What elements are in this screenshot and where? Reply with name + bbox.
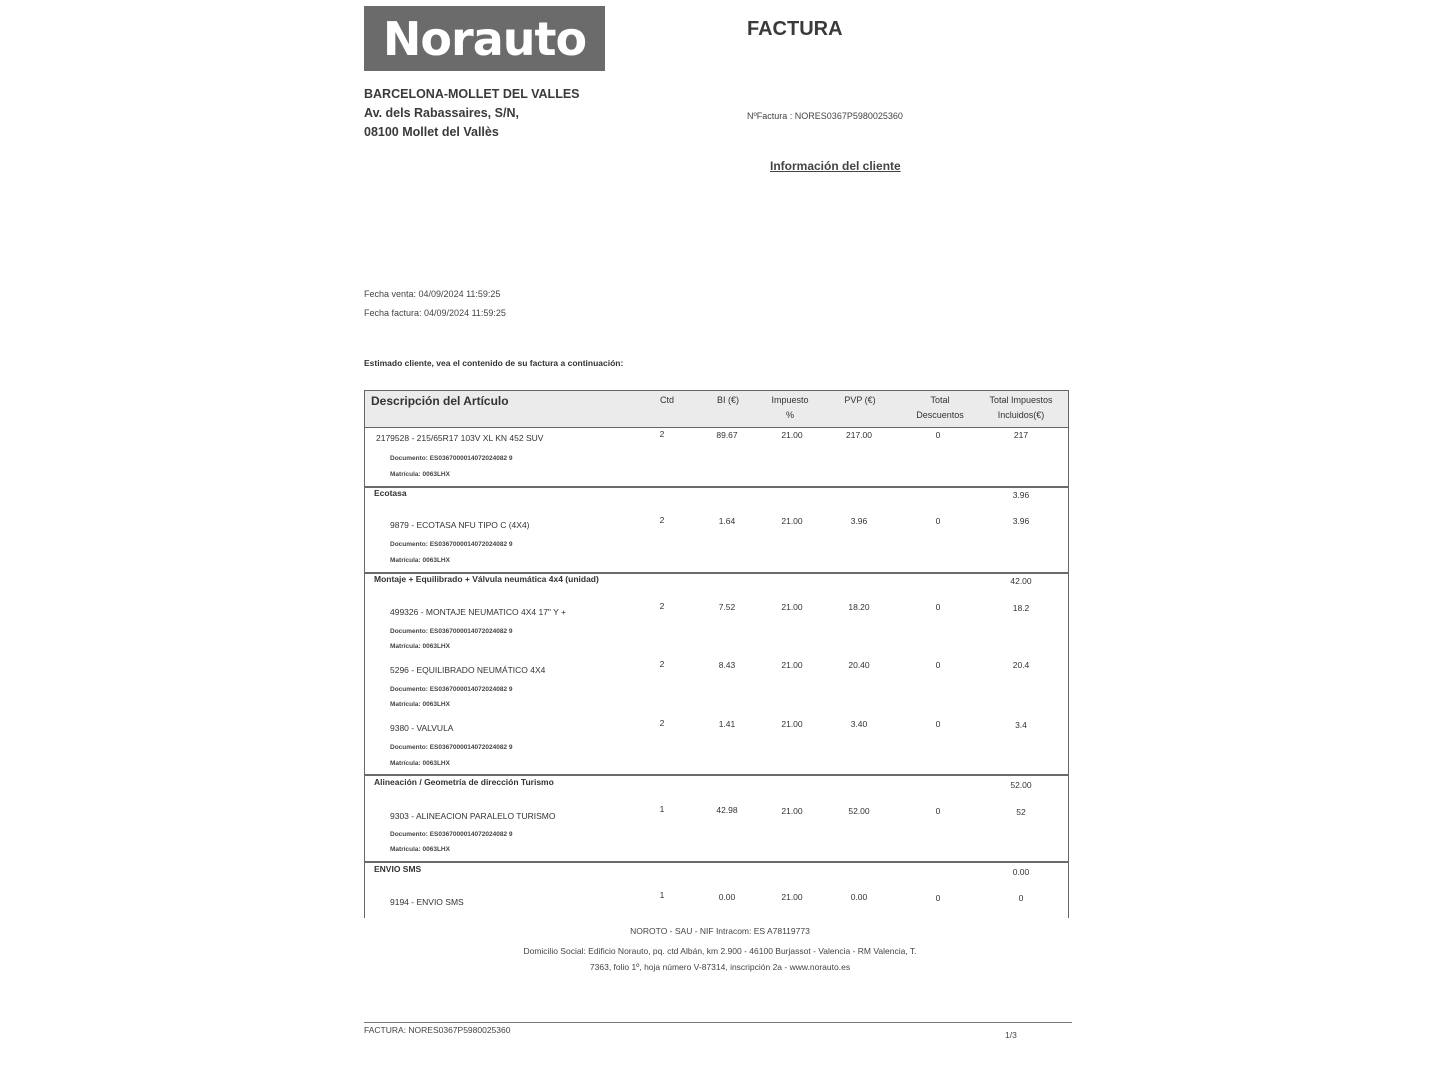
line-description: 2179528 - 215/65R17 103V XL KN 452 SUV xyxy=(376,433,544,443)
line-document: Documento: ES0367000014072024082 9 xyxy=(390,831,513,838)
group-total: 3.96 xyxy=(1012,490,1030,500)
store-address-line1: Av. dels Rabassaires, S/N, xyxy=(364,106,519,120)
row-separator xyxy=(365,774,1068,776)
sale-date: Fecha venta: 04/09/2024 11:59:25 xyxy=(364,289,501,299)
document-title: FACTURA xyxy=(747,18,843,40)
line-qty: 1 xyxy=(659,804,665,814)
line-discount: 0 xyxy=(935,893,941,903)
group-title: Montaje + Equilibrado + Válvula neumática 4x4 (unidad) xyxy=(374,574,599,584)
line-qty: 2 xyxy=(659,601,665,611)
line-discount: 0 xyxy=(935,806,941,816)
group-title: Alineación / Geometría de dirección Turismo xyxy=(374,777,554,787)
line-tax: 21.00 xyxy=(781,516,803,526)
group-title: ENVIO SMS xyxy=(374,864,422,874)
line-plate: Matrícula: 0063LHX xyxy=(390,471,450,478)
header-total-2: Incluidos(€) xyxy=(997,410,1045,420)
line-bi: 89.67 xyxy=(716,430,738,440)
line-description: 9194 - ENVIO SMS xyxy=(390,897,464,907)
line-tax: 21.00 xyxy=(781,892,803,902)
line-tax: 21.00 xyxy=(781,719,803,729)
footer-address-line2: 7363, folio 1º, hoja número V-87314, inscripción 2a - www.norauto.es xyxy=(589,962,851,972)
line-bi: 1.41 xyxy=(718,719,736,729)
line-document: Documento: ES0367000014072024082 9 xyxy=(390,455,513,462)
line-document: Documento: ES0367000014072024082 9 xyxy=(390,686,513,693)
header-total: Total Impuestos xyxy=(989,395,1053,405)
row-separator xyxy=(365,861,1068,863)
line-bi: 1.64 xyxy=(718,516,736,526)
client-info-heading: Información del cliente xyxy=(770,159,901,173)
invoice-number: NºFactura : NORES0367P5980025360 xyxy=(747,111,903,121)
line-plate: Matrícula: 0063LHX xyxy=(390,557,450,564)
header-discounts: Total xyxy=(930,395,950,405)
line-document: Documento: ES0367000014072024082 9 xyxy=(390,744,513,751)
line-description: 9380 - VALVULA xyxy=(390,723,454,733)
header-description: Descripción del Artículo xyxy=(371,394,509,408)
header-tax: Impuesto xyxy=(771,395,809,405)
line-total: 52 xyxy=(1016,807,1026,817)
group-total: 0.00 xyxy=(1012,867,1030,877)
line-pvp: 3.40 xyxy=(850,719,868,729)
line-plate: Matrícula: 0063LHX xyxy=(390,701,450,708)
invoice-reference: FACTURA: NORES0367P5980025360 xyxy=(364,1025,511,1035)
invoice-date: Fecha factura: 04/09/2024 11:59:25 xyxy=(364,308,506,318)
line-description: 499326 - MONTAJE NEUMATICO 4X4 17" Y + xyxy=(390,607,566,617)
line-total: 20.4 xyxy=(1012,660,1030,670)
line-pvp: 3.96 xyxy=(850,516,868,526)
line-total: 217 xyxy=(1013,430,1029,440)
intro-text: Estimado cliente, vea el contenido de su factura a continuación: xyxy=(364,358,624,368)
header-discounts-2: Descuentos xyxy=(916,410,964,420)
store-address-line2: 08100 Mollet del Vallès xyxy=(364,125,499,139)
line-tax: 21.00 xyxy=(781,660,803,670)
group-title: Ecotasa xyxy=(374,488,407,498)
line-total: 0 xyxy=(1018,893,1024,903)
store-name: BARCELONA-MOLLET DEL VALLES xyxy=(364,87,580,101)
norauto-logo: Norauto xyxy=(364,6,605,71)
line-bi: 0.00 xyxy=(718,892,736,902)
line-pvp: 52.00 xyxy=(848,806,870,816)
line-total: 3.4 xyxy=(1015,720,1027,730)
line-tax: 21.00 xyxy=(781,806,803,816)
line-plate: Matrícula: 0063LHX xyxy=(390,643,450,650)
line-total: 18.2 xyxy=(1012,603,1030,613)
line-qty: 1 xyxy=(659,890,665,900)
line-discount: 0 xyxy=(935,602,941,612)
line-discount: 0 xyxy=(935,516,941,526)
line-tax: 21.00 xyxy=(781,430,803,440)
line-plate: Matrícula: 0063LHX xyxy=(390,846,450,853)
line-bi: 8.43 xyxy=(718,660,736,670)
line-description: 9303 - ALINEACION PARALELO TURISMO xyxy=(390,811,556,821)
header-pvp: PVP (€) xyxy=(844,395,876,405)
header-tax-percent: % xyxy=(785,410,794,420)
line-tax: 21.00 xyxy=(781,602,803,612)
line-description: 5296 - EQUILIBRADO NEUMÁTICO 4X4 xyxy=(390,665,546,675)
line-qty: 2 xyxy=(659,659,665,669)
header-qty: Ctd xyxy=(659,395,674,405)
line-pvp: 20.40 xyxy=(848,660,870,670)
line-description: 9879 - ECOTASA NFU TIPO C (4X4) xyxy=(390,520,530,530)
page-number: 1/3 xyxy=(1005,1030,1017,1040)
footer-company: NOROTO - SAU - NIF Intracom: ES A78119773 xyxy=(630,926,810,936)
line-bi: 42.98 xyxy=(716,805,738,815)
bottom-divider xyxy=(364,1022,1072,1023)
line-qty: 2 xyxy=(659,718,665,728)
line-pvp: 18.20 xyxy=(848,602,870,612)
line-discount: 0 xyxy=(935,660,941,670)
line-bi: 7.52 xyxy=(718,602,736,612)
group-total: 52.00 xyxy=(1010,780,1032,790)
line-qty: 2 xyxy=(659,515,665,525)
header-bi: BI (€) xyxy=(716,395,739,405)
table-header xyxy=(365,391,1068,428)
line-discount: 0 xyxy=(935,719,941,729)
line-pvp: 0.00 xyxy=(850,892,868,902)
group-total: 42.00 xyxy=(1010,576,1032,586)
line-total: 3.96 xyxy=(1012,516,1030,526)
line-document: Documento: ES0367000014072024082 9 xyxy=(390,541,513,548)
footer-address-line1: Domicilio Social: Edificio Norauto, pq. ctd Albán, km 2.900 - 46100 Burjassot - Valencia - RM Valencia, T. xyxy=(523,946,917,956)
line-document: Documento: ES0367000014072024082 9 xyxy=(390,628,513,635)
line-plate: Matrícula: 0063LHX xyxy=(390,760,450,767)
line-pvp: 217.00 xyxy=(846,430,872,440)
line-qty: 2 xyxy=(659,429,665,439)
row-separator xyxy=(365,486,1068,488)
invoice-table xyxy=(364,390,1069,918)
line-discount: 0 xyxy=(935,430,941,440)
